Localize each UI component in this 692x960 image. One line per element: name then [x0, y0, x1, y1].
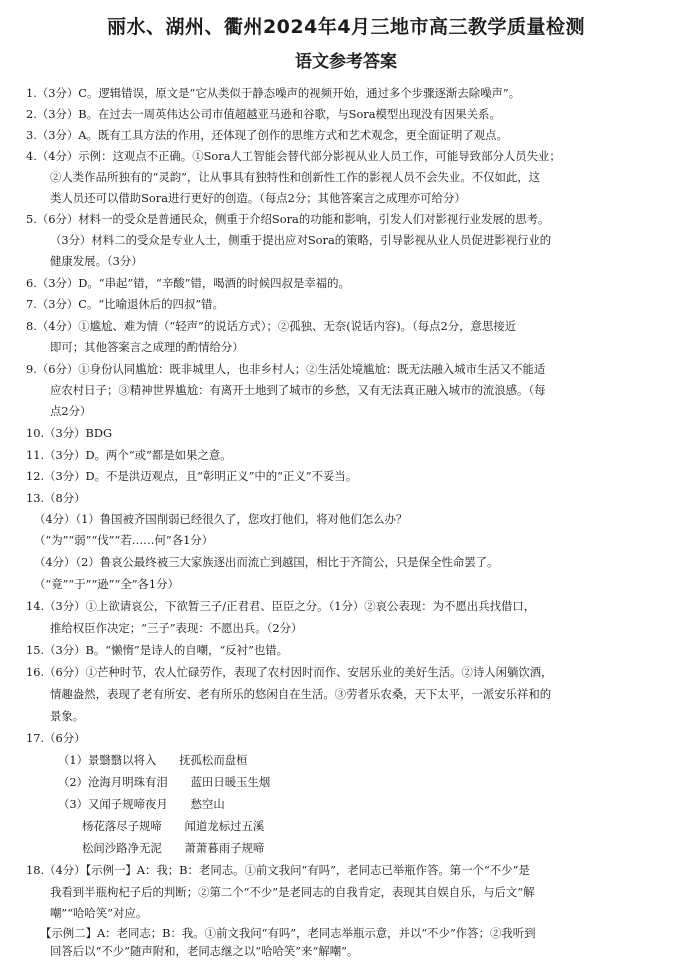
answer-line: 6.（3分）D。“串起”错，“辛酸”错，喝酒的时候四叔是幸福的。 — [26, 276, 350, 290]
answer-line: 9.（6分）①身份认同尴尬：既非城里人，也非乡村人；②生活处境尴尬：既无法融入城市生活又不能适 — [26, 362, 546, 376]
answer-line: 【示例二】A：老同志；B：我。①前文我问“有吗”，老同志举瓶示意，并以“不少”作答；②我听到 — [40, 926, 536, 940]
document-title: 丽水、湖州、衢州2024年4月三地市高三教学质量检测 — [106, 16, 586, 38]
answer-line: 15.（3分）B。“懒惰”是诗人的自嘲，“反衬”也错。 — [26, 643, 289, 657]
answer-line: 即可；其他答案言之成理的酌情给分） — [50, 340, 244, 354]
answer-line: 1.（3分）C。逻辑错误，原文是“它从类似于静态噪声的视频开始，通过多个步骤逐渐去除噪声”。 — [26, 86, 521, 100]
answer-line: 14.（3分）①上欲请哀公，下欲暂三子/正君君、臣臣之分。（1分）②哀公表现：为不愿出兵找借口， — [26, 599, 536, 613]
answer-line: 情趣盎然，表现了老有所安、老有所乐的悠闲自在生活。③劳者乐农桑，天下太平，一派安乐祥和的 — [50, 687, 552, 701]
answer-line: 健康发展。（3分） — [50, 254, 143, 268]
answer-line: （3分）材料二的受众是专业人士，侧重于提出应对Sora的策略，引导影视从业人员促进影视行业的 — [50, 233, 552, 247]
answer-line: 3.（3分）A。既有工具方法的作用，还体现了创作的思维方式和艺术观念，更全面证明了观点。 — [26, 128, 508, 142]
answer-line: （4分）（2）鲁哀公最终被三大家族逐出而流亡到越国，相比于齐简公，只是保全性命罢了。 — [34, 555, 499, 569]
answer-line: （“竟”“于”“逊”“全”各1分） — [34, 577, 179, 591]
answer-line: 17.（6分） — [26, 731, 86, 745]
answer-line: 13.（8分） — [26, 491, 86, 505]
answer-line: 杨花落尽子规啼 闻道龙标过五溪 — [82, 819, 265, 833]
answer-line: 类人员还可以借助Sora进行更好的创造。（每点2分；其他答案言之成理亦可给分） — [50, 191, 466, 205]
answer-line: 应农村日子；③精神世界尴尬：有离开土地到了城市的乡愁，又有无法真正融入城市的流浪感。（每 — [50, 383, 546, 397]
answer-line: （1）景翳翳以将入 抚孤松而盘桓 — [58, 753, 248, 767]
answer-line: （2）沧海月明珠有泪 蓝田日暖玉生烟 — [58, 775, 271, 789]
answer-line: 我看到半瓶枸杞子后的判断；②第二个“不少”是老同志的自我肯定，表现其自娱自乐，与后文“解 — [50, 885, 535, 899]
answer-line: （“为”“弱”“伐”“若……何”各1分） — [34, 533, 214, 547]
document-subtitle: 语文参考答案 — [295, 52, 397, 72]
answer-line: 点2分） — [50, 404, 92, 418]
answer-line: 11.（3分）D。两个“或”都是如果之意。 — [26, 448, 232, 462]
answer-line: 松间沙路净无泥 萧萧暮雨子规啼 — [82, 841, 265, 855]
answer-line: 5.（6分）材料一的受众是普通民众，侧重于介绍Sora的功能和影响，引发人们对影视行业发展的思考。 — [26, 212, 550, 226]
answer-line: 2.（3分）B。在过去一周英伟达公司市值超越亚马逊和谷歌，与Sora模型出现没有因果关系。 — [26, 107, 501, 121]
answer-line: （4分）（1）鲁国被齐国削弱已经很久了，您攻打他们，将对他们怎么办？ — [34, 512, 408, 526]
answer-line: 16.（6分）①芒种时节，农人忙碌劳作，表现了农村因时而作、安居乐业的美好生活。②诗人闲躺饮酒， — [26, 665, 553, 679]
answer-line: （3）又闻子规啼夜月 愁空山 — [58, 797, 225, 811]
answer-line: 7.（3分）C。“比喻退休后的四叔”错。 — [26, 297, 224, 311]
answer-line: 回答后以“不少”随声附和，老同志继之以“哈哈笑”来“解嘲”。 — [50, 944, 359, 958]
answer-line: ②人类作品所独有的“灵韵”，让从事具有独特性和创新性工作的影视人员不会失业。不仅如此，这 — [50, 170, 541, 184]
answer-line: 8.（4分）①尴尬、难为情（“轻声”的说话方式）；②孤独、无奈(说话内容)。（每点2分，意思接近 — [26, 319, 517, 333]
answer-line: 景象。 — [50, 709, 85, 723]
answer-line: 10.（3分）BDG — [26, 426, 113, 440]
answer-line: 18.（4分）【示例一】A：我；B：老同志。①前文我问“有吗”，老同志已举瓶作答。第一个“不少”是 — [26, 863, 530, 877]
answer-line: 嘲”“哈哈笑”对应。 — [50, 906, 148, 920]
answer-line: 12.（3分）D。不是洪迈观点，且“彰明正义”中的“正义”不妥当。 — [26, 469, 358, 483]
answer-line: 4.（4分）示例：这观点不正确。①Sora人工智能会替代部分影视从业人员工作，可能导致部分人员失业； — [26, 149, 561, 163]
answer-line: 推给权臣作决定；“三子”表现：不愿出兵。（2分） — [50, 621, 303, 635]
